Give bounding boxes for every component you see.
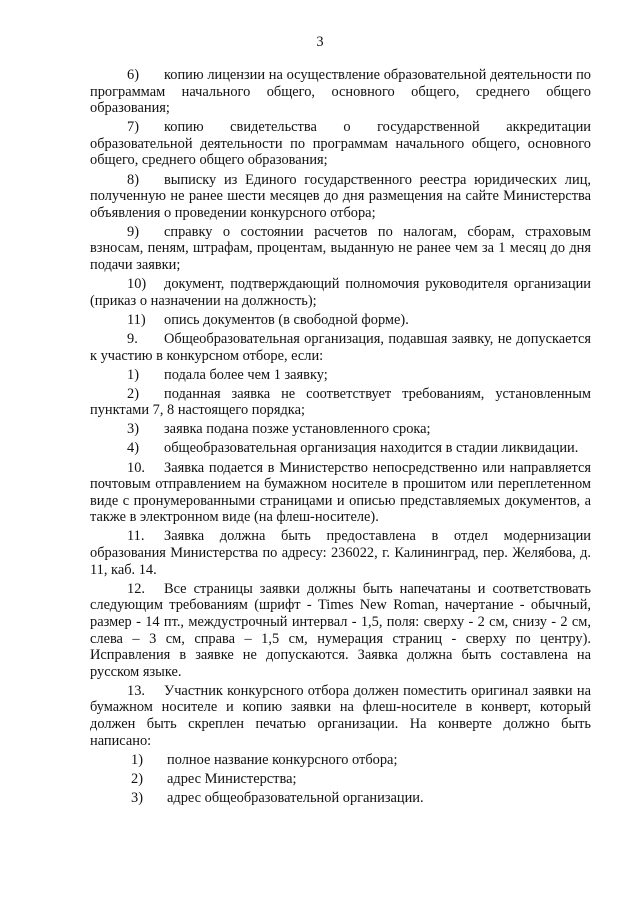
item-number: 2) xyxy=(127,385,139,402)
item-number: 2) xyxy=(131,770,143,787)
section-number: 13. xyxy=(127,682,145,699)
section-text: Общеобразовательная организация, подавшая заявку, не допускается к участию в конкурсном отборе, если: xyxy=(90,330,591,364)
section-13 xyxy=(90,683,591,749)
section-text: Все страницы заявки должны быть напечатаны и соответствовать следующим требованиям (шрифт - Times New Roman, начертание - обычный, размер - 14 пт., междустрочный интервал - 1,5, поля: сверху - 2 см, снизу - 2 см, слева – 3 см, справа – 1,5 см, нумерация страниц - сверху по центру). Исправления в заявке не допускаются. Заявка должна быть составлена на русском языке. xyxy=(90,580,591,680)
section-12 xyxy=(90,581,591,681)
item-number: 1) xyxy=(127,366,139,383)
section-number: 11. xyxy=(127,528,145,545)
item-number: 3) xyxy=(127,421,139,438)
item-number: 8) xyxy=(127,171,139,188)
list-item-6 xyxy=(90,67,591,117)
item-text: полное название конкурсного отбора; xyxy=(167,751,398,768)
item-number: 3) xyxy=(131,789,143,806)
list-item-11 xyxy=(90,312,591,329)
section-11 xyxy=(90,528,591,578)
section-text: Заявка подается в Министерство непосредственно или направляется почтовым отправлением на бумажном носителе в прошитом или переплетенном виде с пронумерованными страницами и описью представляемых документов, а также в электронном виде (на флеш-носителе). xyxy=(90,459,591,526)
document-body xyxy=(90,67,591,809)
item-text: общеобразовательная организация находится в стадии ликвидации. xyxy=(164,440,579,457)
item-text: выписку из Единого государственного реестра юридических лиц, полученную не ранее шести месяцев до дня размещения на сайте Министерства объявления о проведении конкурсного отбора; xyxy=(90,171,591,221)
page-number: 3 xyxy=(316,34,324,50)
item-text: справку о состоянии расчетов по налогам, сборам, страховым взносам, пеням, штрафам, процентам, выданную не ранее чем за 1 месяц до дня подачи заявки; xyxy=(90,223,591,274)
list-item-10 xyxy=(90,276,591,309)
item-text: копию свидетельства о государственной аккредитации образовательной деятельности по программам начального общего, основного общего, среднего общего образования; xyxy=(90,119,591,169)
sublist-item-1 xyxy=(90,367,591,384)
item-text: копию лицензии на осуществление образовательной деятельности по программам начального общего, основного общего, среднего общего образования; xyxy=(90,67,591,117)
envelope-item-3 xyxy=(90,790,591,807)
section-text: Заявка должна быть предоставлена в отдел модернизации образования Министерства по адресу: 236022, г. Калининград, пер. Желябова, д. 11, каб. 14. xyxy=(90,528,591,578)
section-10 xyxy=(90,460,591,526)
envelope-item-1 xyxy=(90,752,591,769)
envelope-item-2 xyxy=(90,771,591,788)
item-text: поданная заявка не соответствует требованиям, установленным пунктами 7, 8 настоящего порядка; xyxy=(90,385,591,419)
section-number: 10. xyxy=(127,459,145,476)
section-9 xyxy=(90,331,591,364)
item-text: подала более чем 1 заявку; xyxy=(164,366,328,383)
item-number: 1) xyxy=(131,751,143,768)
section-number: 12. xyxy=(127,580,145,597)
list-item-9 xyxy=(90,224,591,274)
item-text: заявка подана позже установленного срока; xyxy=(164,421,431,438)
item-text: документ, подтверждающий полномочия руководителя организации (приказ о назначении на должность); xyxy=(90,276,591,309)
sublist-item-4 xyxy=(90,440,591,457)
item-text: адрес Министерства; xyxy=(167,770,297,787)
list-item-8 xyxy=(90,172,591,222)
item-number: 4) xyxy=(127,440,139,457)
item-number: 7) xyxy=(127,119,139,136)
section-text: Участник конкурсного отбора должен поместить оригинал заявки на бумажном носителе и копию заявки на флеш-носителе в конверт, который должен быть скреплен печатью организации. На конверте должно быть написано: xyxy=(90,682,591,749)
item-number: 10) xyxy=(127,276,147,293)
item-text: адрес общеобразовательной организации. xyxy=(167,789,424,806)
sublist-item-3 xyxy=(90,421,591,438)
item-text: опись документов (в свободной форме). xyxy=(164,311,409,328)
section-number: 9. xyxy=(127,330,138,347)
item-number: 11) xyxy=(127,311,146,328)
list-item-7 xyxy=(90,119,591,169)
item-number: 9) xyxy=(127,223,139,240)
item-number: 6) xyxy=(127,67,139,83)
sublist-item-2 xyxy=(90,386,591,419)
